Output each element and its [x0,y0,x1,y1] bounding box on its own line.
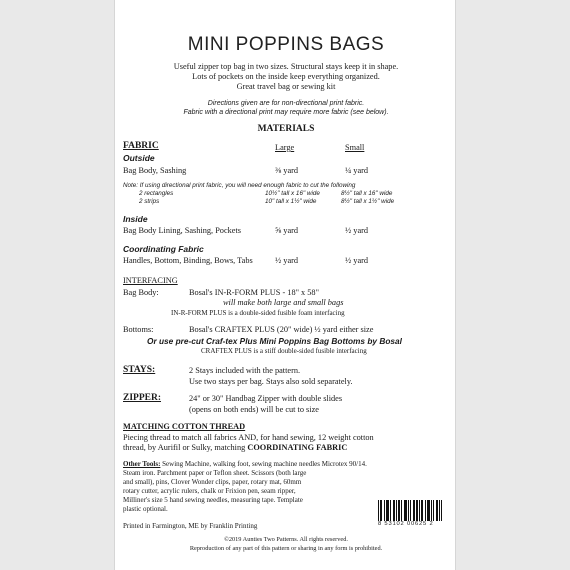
zipper-line-2: (opens on both ends) will be cut to size [189,405,319,414]
barcode [378,500,442,526]
printed-by: Printed in Farmington, ME by Franklin Printing [123,522,258,530]
copyright: ©2019 Aunties Two Patterns. All rights reserved. [224,536,348,543]
outside-large: ⅜ yard [275,166,299,175]
directions-line-1: Directions given are for non-directional print fabric. [207,100,365,107]
barcode-bar [408,500,409,521]
inside-item: Bag Body Lining, Sashing, Pockets [123,226,241,235]
coordinating-heading: Coordinating Fabric [123,244,204,254]
barcode-bar [429,500,430,521]
intro-line-1: Useful zipper top bag in two sizes. Structural stays keep it in shape. [173,62,399,71]
tools-line-2: Steam iron. Parchment paper or Teflon sheet. Scissors (both large [123,469,307,477]
inside-large: ⅝ yard [275,226,299,235]
bottoms-label: Bottoms: [123,325,154,334]
zipper-heading: ZIPPER: [123,393,161,403]
barcode-bar [399,500,400,521]
note-r1-small: 8½" tall x 16" wide [341,190,393,197]
thread-heading: MATCHING COTTON THREAD [123,422,246,431]
barcode-bar [410,500,411,521]
barcode-number: 8 53102 00625 2 [378,521,434,527]
tools-line-1 [123,460,367,468]
tools-line-4: rotary cutter, acrylic rulers, chalk or Frixion pen, seam ripper, [123,487,296,495]
tools-line-5: Milliner's size 5 hand sewing needles, measuring tape. Template [123,496,303,504]
bottoms-note: Or use pre-cut Craf-tex Plus Mini Poppins Bag Bottoms by Bosal [147,336,402,346]
bag-body-note: will make both large and small bags [223,298,344,307]
barcode-bar [406,500,407,521]
tools-line-6: plastic optional. [123,505,168,513]
outside-small: ¼ yard [345,166,369,175]
barcode-bar [422,500,423,521]
barcode-bar [381,500,382,521]
barcode-bar [396,500,397,521]
thread-line-2-bold: COORDINATING FABRIC [247,443,348,452]
inside-small: ½ yard [345,226,369,235]
intro-line-3: Great travel bag or sewing kit [236,82,336,91]
outside-heading: Outside [123,153,155,163]
stays-line-2: Use two stays per bag. Stays also sold separately. [189,377,353,386]
reproduction-notice: Reproduction of any part of this pattern or sharing in any form is prohibited. [189,545,383,552]
note-r1-large: 10½" tall x 16" wide [265,190,320,197]
barcode-bar [394,500,395,521]
barcode-bar [433,500,434,521]
tools-line-1-text: Sewing Machine, walking foot, sewing machine needles Microtex 90/14. [160,460,367,468]
barcode-bar [425,500,426,521]
thread-line-1: Piecing thread to match all fabrics AND, for hand sewing, 12 weight cotton [123,433,374,442]
tools-line-3: and small), pins, Clover Wonder clips, paper, rotary mat, 60mm [123,478,302,486]
stays-line-1: 2 Stays included with the pattern. [189,366,301,375]
note-r2-label: 2 strips [139,198,160,205]
note-r1-label: 2 rectangles [139,190,174,197]
intro-line-2: Lots of pockets on the inside keep everything organized. [192,72,380,81]
zipper-line-1: 24" or 30" Handbag Zipper with double slides [189,394,343,403]
interfacing-heading: INTERFACING [123,276,178,285]
pattern-back-cover [114,0,456,570]
outside-item: Bag Body, Sashing [123,166,187,175]
barcode-bar [419,500,420,521]
inside-heading: Inside [123,214,148,224]
barcode-bar [388,500,389,521]
tools-label: Other Tools: [123,460,161,468]
page-title: MINI POPPINS BAGS [187,34,385,55]
barcode-bar [437,500,438,521]
barcode-bar [401,500,402,521]
barcode-bar [417,500,418,521]
col-small-header: Small [345,143,365,152]
note-r2-small: 8½" tall x 1½" wide [341,198,395,205]
barcode-bar [390,500,391,521]
bag-body-label: Bag Body: [123,288,159,297]
coordinating-small: ½ yard [345,256,369,265]
bottoms-desc: CRAFTEX PLUS is a stiff double-sided fusible interfacing [201,347,367,355]
barcode-bar [441,500,442,521]
thread-line-2-text: thread, by Aurifil or Sulky, matching [123,443,248,452]
fabric-heading: FABRIC [123,141,159,151]
bag-body-desc: IN-R-FORM PLUS is a double-sided fusible foam interfacing [171,309,345,317]
note-line-1: Note: If using directional print fabric, you will need enough fabric to cut the following [123,182,356,189]
bottoms-value: Bosal's CRAFTEX PLUS (20" wide) ½ yard either size [189,325,374,334]
coordinating-item: Handles, Bottom, Binding, Bows, Tabs [123,256,253,265]
barcode-bar [384,500,385,521]
barcode-bar [378,500,379,521]
stays-heading: STAYS: [123,365,156,375]
barcode-bar [414,500,415,521]
directions-line-2: Fabric with a directional print may require more fabric (see below). [183,109,389,116]
materials-heading: MATERIALS [257,124,315,134]
note-r2-large: 10" tall x 1½" wide [265,198,317,205]
barcode-bar [431,500,432,521]
col-large-header: Large [275,143,295,152]
coordinating-large: ½ yard [275,256,299,265]
bag-body-value: Bosal's IN-R-FORM PLUS - 18" x 58" [189,288,319,297]
thread-line-2 [123,443,347,452]
barcode-bar [439,500,440,521]
